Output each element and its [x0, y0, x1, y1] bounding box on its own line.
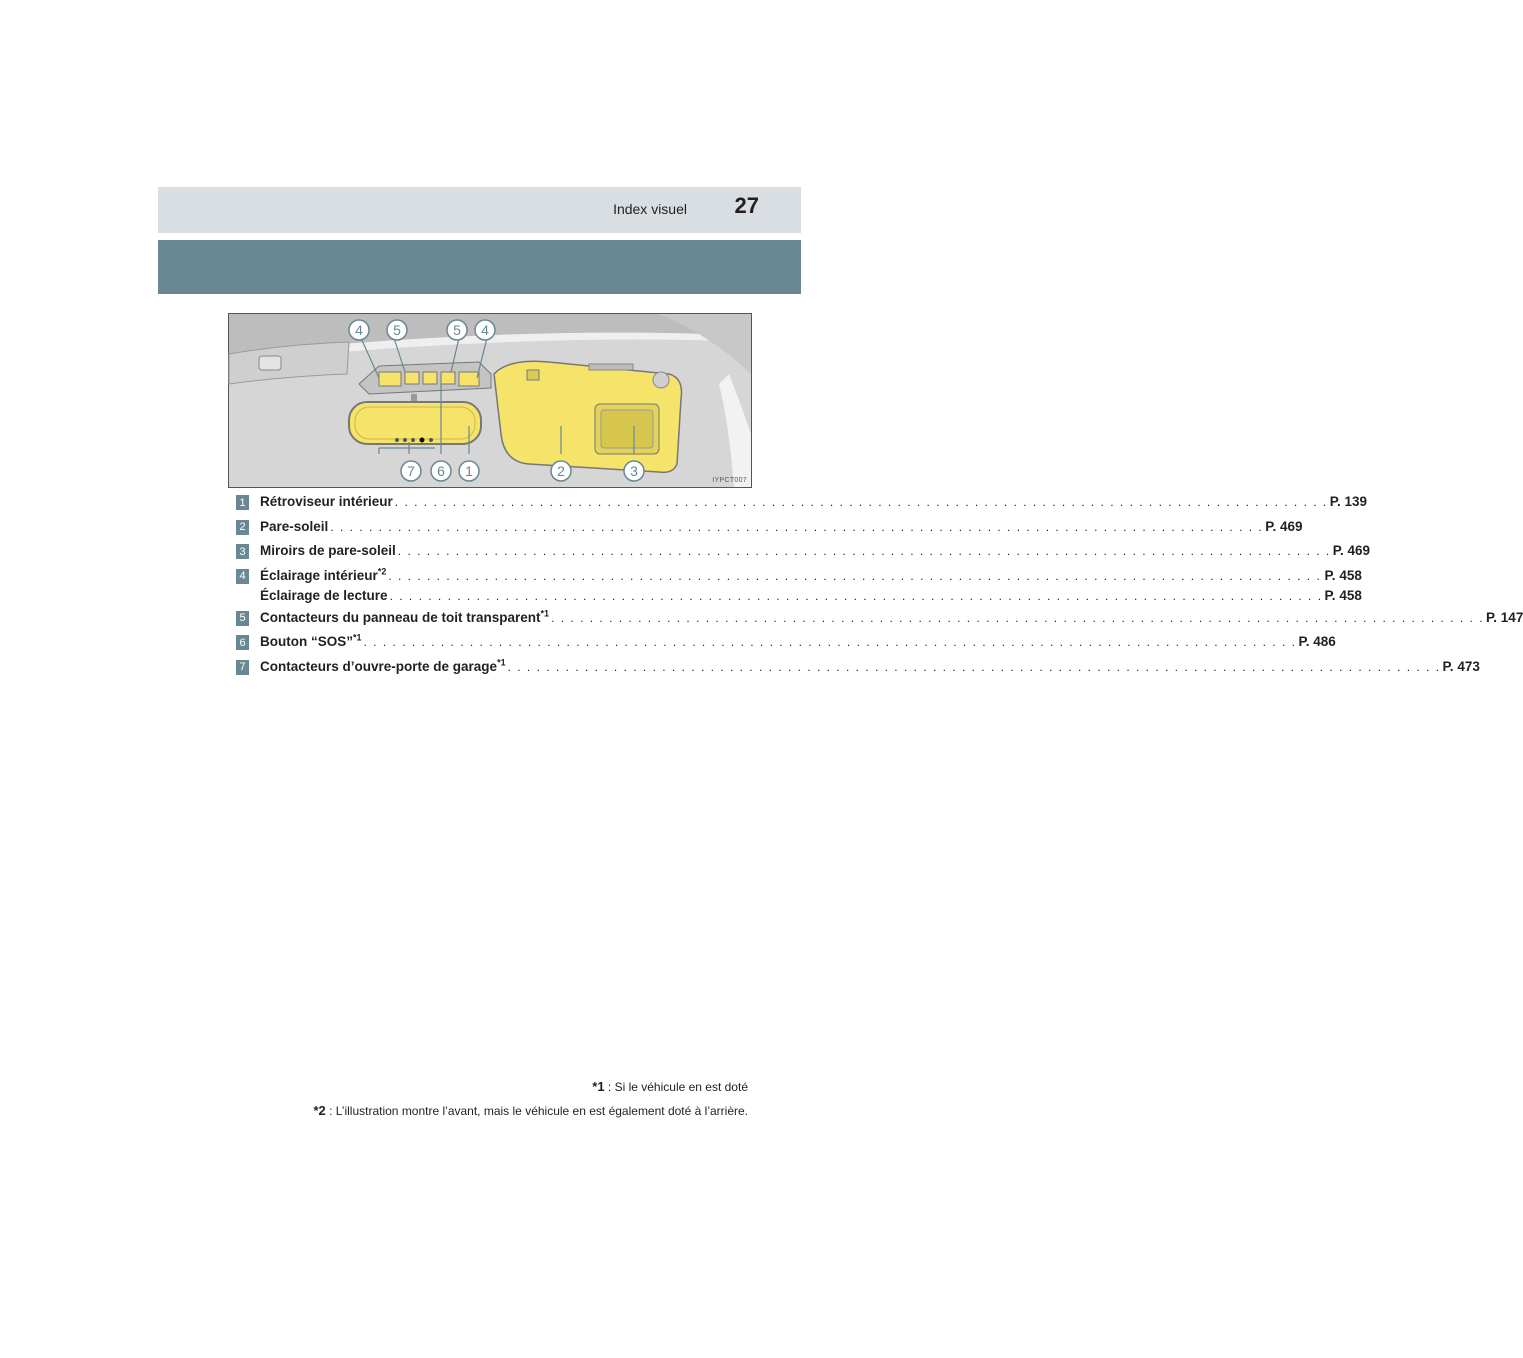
item-number: 7 — [236, 660, 249, 675]
item-number: 2 — [236, 520, 249, 535]
list-item — [236, 494, 1368, 519]
section-title: Index visuel — [613, 201, 687, 217]
page-header — [158, 187, 801, 233]
callout-6: 6 — [437, 463, 445, 479]
item-label: Contacteurs d’ouvre-porte de garage — [260, 658, 498, 674]
item-label: Miroirs de pare-soleil — [260, 543, 396, 559]
page-reference[interactable]: P. 458 — [1324, 567, 1362, 583]
footnote-text: : Si le véhicule en est doté — [607, 1080, 748, 1094]
page-number: 27 — [734, 193, 759, 218]
page-reference[interactable]: P. 458 — [1324, 587, 1362, 603]
list-item — [236, 632, 1336, 659]
item-number: 6 — [236, 635, 249, 650]
list-item — [236, 608, 1523, 635]
item-label: Éclairage intérieur — [260, 567, 378, 583]
item-list — [236, 494, 1523, 684]
callout-2: 2 — [557, 463, 565, 479]
callout-5-left: 5 — [393, 322, 401, 338]
callout-4-left: 4 — [355, 322, 363, 338]
callout-1: 1 — [465, 463, 473, 479]
illustration-drawing — [229, 314, 751, 487]
page-reference[interactable]: P. 139 — [1329, 494, 1368, 509]
footnote-mark: *2 — [377, 566, 387, 577]
footnote-1 — [313, 1075, 748, 1099]
page-reference[interactable]: P. 147 — [1486, 609, 1523, 625]
footnote-mark: *1 — [592, 1079, 605, 1094]
overhead-console-illustration — [228, 313, 752, 488]
item-label: Rétroviseur intérieur — [260, 494, 393, 509]
item-number: 5 — [236, 611, 249, 626]
callout-3: 3 — [630, 463, 638, 479]
list-item — [236, 518, 1303, 544]
footnote-mark: *1 — [353, 632, 362, 643]
callout-7: 7 — [407, 463, 415, 479]
footnote-2 — [313, 1099, 748, 1123]
item-label-secondary: Éclairage de lecture — [260, 587, 388, 603]
item-label: Pare-soleil — [260, 518, 329, 534]
callout-4-right: 4 — [481, 322, 489, 338]
image-code: IYPCT007 — [712, 477, 747, 484]
item-number: 3 — [236, 544, 249, 559]
page-reference[interactable]: P. 469 — [1265, 518, 1303, 534]
page-reference[interactable]: P. 469 — [1332, 543, 1371, 559]
footnote-mark: *1 — [540, 608, 550, 619]
footnote-text: : L’illustration montre l’avant, mais le véhicule en est également doté à l’arrière. — [329, 1104, 748, 1118]
section-band — [158, 240, 801, 294]
item-number: 1 — [236, 495, 249, 510]
footnotes — [313, 1075, 748, 1123]
item-label: Contacteurs du panneau de toit transparent — [260, 609, 541, 625]
list-item — [236, 657, 1480, 684]
page-reference[interactable]: P. 486 — [1298, 634, 1336, 650]
footnote-mark: *1 — [497, 657, 506, 668]
list-item — [236, 566, 1362, 610]
list-item — [236, 543, 1371, 568]
page-reference[interactable]: P. 473 — [1442, 658, 1480, 674]
item-label: Bouton “SOS” — [260, 634, 353, 650]
callout-5-right: 5 — [453, 322, 461, 338]
item-number: 4 — [236, 569, 249, 584]
footnote-mark: *2 — [313, 1103, 326, 1118]
